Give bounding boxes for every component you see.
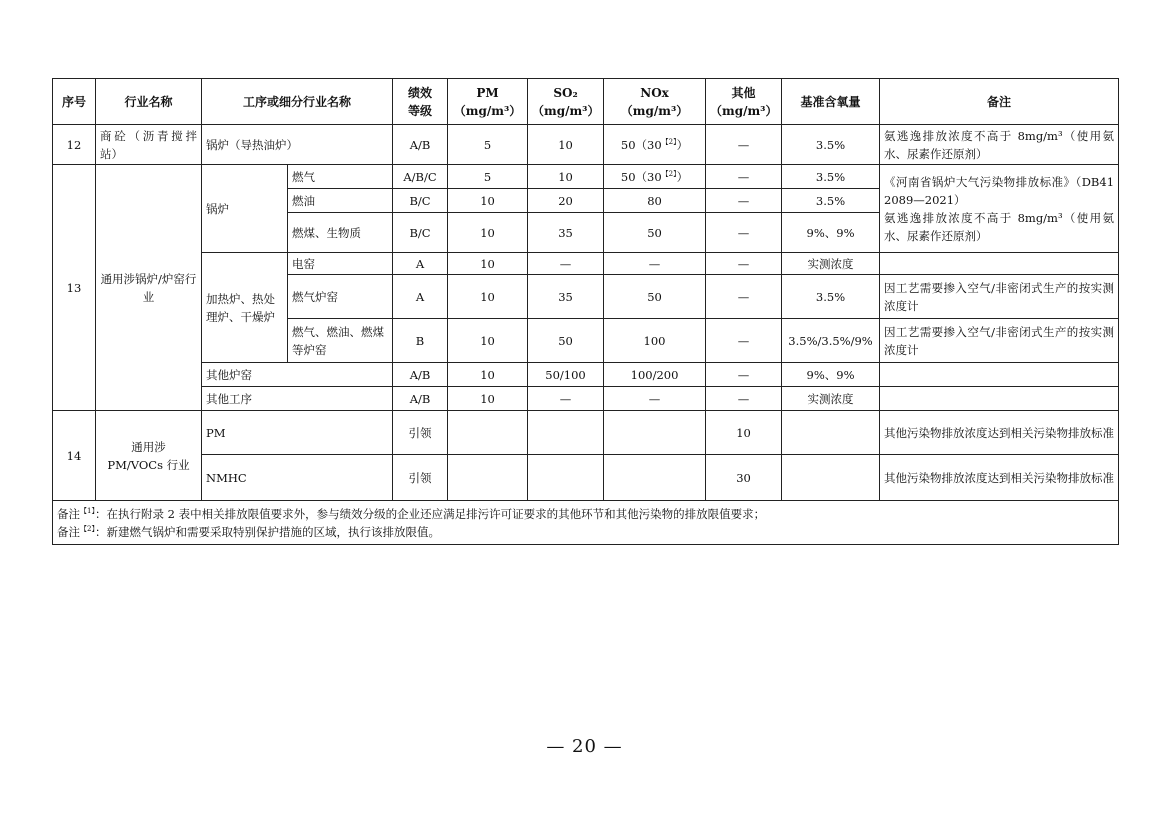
row13-gas-name: 燃气 bbox=[288, 165, 393, 189]
row14-nmhc-pm bbox=[448, 455, 528, 501]
row13-gas-oxygen: 3.5% bbox=[782, 165, 880, 189]
row13-electric-nox: — bbox=[604, 253, 706, 275]
row13-gaskiln-so2: 35 bbox=[528, 275, 604, 319]
row14-pm-nox bbox=[604, 411, 706, 455]
header-pm: PM （mg/m³） bbox=[448, 79, 528, 125]
row13-coal-other: — bbox=[706, 213, 782, 253]
row13-electric-name: 电窑 bbox=[288, 253, 393, 275]
row13-oil-pm: 10 bbox=[448, 189, 528, 213]
row13-mixedkiln-so2: 50 bbox=[528, 319, 604, 363]
row14-nmhc-other: 30 bbox=[706, 455, 782, 501]
header-nox: NOx （mg/m³） bbox=[604, 79, 706, 125]
row13-oil-nox: 80 bbox=[604, 189, 706, 213]
row13-gaskiln-nox: 50 bbox=[604, 275, 706, 319]
row13-gas-grade: A/B/C bbox=[393, 165, 448, 189]
row14-nmhc-so2 bbox=[528, 455, 604, 501]
row13-mixedkiln-pm: 10 bbox=[448, 319, 528, 363]
row14-nmhc-grade: 引领 bbox=[393, 455, 448, 501]
header-process: 工序或细分行业名称 bbox=[202, 79, 393, 125]
row13-otherprocess-nox: — bbox=[604, 387, 706, 411]
emission-limits-table bbox=[52, 78, 1119, 545]
row13-coal-name: 燃煤、生物质 bbox=[288, 213, 393, 253]
row13-otherprocess-grade: A/B bbox=[393, 387, 448, 411]
row13-boiler-remark: 《河南省锅炉大气污染物排放标准》（DB41 2089—2021） 氨逃逸排放浓度不高于 8mg/m³（使用氨水、尿素作还原剂） bbox=[880, 165, 1119, 253]
row13-seq: 13 bbox=[53, 165, 96, 411]
row13-electric-other: — bbox=[706, 253, 782, 275]
row13-mixedkiln-other: — bbox=[706, 319, 782, 363]
row12-grade: A/B bbox=[393, 125, 448, 165]
row14-nmhc-name: NMHC bbox=[202, 455, 393, 501]
row13-otherprocess-so2: — bbox=[528, 387, 604, 411]
row13-furnace: 加热炉、热处理炉、干燥炉 bbox=[202, 253, 288, 363]
row13-otherkiln-other: — bbox=[706, 363, 782, 387]
table-row bbox=[53, 411, 1119, 455]
header-so2: SO₂ （mg/m³） bbox=[528, 79, 604, 125]
row12-remark: 氨逃逸排放浓度不高于 8mg/m³（使用氨水、尿素作还原剂） bbox=[880, 125, 1119, 165]
table-row bbox=[53, 165, 1119, 189]
row13-gas-so2: 10 bbox=[528, 165, 604, 189]
row13-boiler: 锅炉 bbox=[202, 165, 288, 253]
row13-otherkiln-oxygen: 9%、9% bbox=[782, 363, 880, 387]
row14-seq: 14 bbox=[53, 411, 96, 501]
row13-coal-so2: 35 bbox=[528, 213, 604, 253]
row13-otherprocess-name: 其他工序 bbox=[202, 387, 393, 411]
row13-coal-grade: B/C bbox=[393, 213, 448, 253]
row13-otherkiln-grade: A/B bbox=[393, 363, 448, 387]
row12-seq: 12 bbox=[53, 125, 96, 165]
row14-pm-other: 10 bbox=[706, 411, 782, 455]
notes-row bbox=[53, 501, 1119, 545]
row12-nox: $50(30^{【2】})$ bbox=[604, 125, 706, 165]
footnote-2: 备注$^{【2】}$：新建燃气锅炉和需要采取特别保护措施的区域，执行该排放限值。 bbox=[57, 524, 440, 539]
header-remark: 备注 bbox=[880, 79, 1119, 125]
row13-coal-oxygen: 9%、9% bbox=[782, 213, 880, 253]
row13-oil-oxygen: 3.5% bbox=[782, 189, 880, 213]
row13-mixedkiln-nox: 100 bbox=[604, 319, 706, 363]
row12-pm: 5 bbox=[448, 125, 528, 165]
row13-industry: 通用涉锅炉/炉窑行业 bbox=[96, 165, 202, 411]
row13-oil-grade: B/C bbox=[393, 189, 448, 213]
header-grade: 绩效 等级 bbox=[393, 79, 448, 125]
table-row bbox=[53, 387, 1119, 411]
row13-otherkiln-name: 其他炉窑 bbox=[202, 363, 393, 387]
table-row bbox=[53, 363, 1119, 387]
row13-gas-other: — bbox=[706, 165, 782, 189]
table-row bbox=[53, 253, 1119, 275]
row14-pm-name: PM bbox=[202, 411, 393, 455]
row14-nmhc-oxygen bbox=[782, 455, 880, 501]
row13-mixedkiln-grade: B bbox=[393, 319, 448, 363]
row13-electric-pm: 10 bbox=[448, 253, 528, 275]
row13-oil-so2: 20 bbox=[528, 189, 604, 213]
row13-otherkiln-pm: 10 bbox=[448, 363, 528, 387]
row13-electric-remark bbox=[880, 253, 1119, 275]
footnote-1: 备注$^{【1】}$：在执行附录 2 表中相关排放限值要求外，参与绩效分级的企业还应满足排污许可证要求的其他环节和其他污染物的排放限值要求； bbox=[57, 506, 766, 521]
row13-otherkiln-so2: 50/100 bbox=[528, 363, 604, 387]
row13-otherprocess-remark bbox=[880, 387, 1119, 411]
footnote-mark: 【2】 bbox=[661, 137, 677, 146]
row13-oil-other: — bbox=[706, 189, 782, 213]
row13-gas-pm: 5 bbox=[448, 165, 528, 189]
header-row bbox=[53, 79, 1119, 125]
row13-gaskiln-remark: 因工艺需要掺入空气/非密闭式生产的按实测浓度计 bbox=[880, 275, 1119, 319]
row13-otherprocess-other: — bbox=[706, 387, 782, 411]
row13-gaskiln-name: 燃气炉窑 bbox=[288, 275, 393, 319]
footnote-mark: 【2】 bbox=[661, 169, 677, 178]
row13-coal-nox: 50 bbox=[604, 213, 706, 253]
row13-gaskiln-other: — bbox=[706, 275, 782, 319]
header-seq: 序号 bbox=[53, 79, 96, 125]
row13-oil-name: 燃油 bbox=[288, 189, 393, 213]
row12-process: 锅炉（导热油炉） bbox=[202, 125, 393, 165]
row12-industry: 商砼（沥青搅拌站） bbox=[96, 125, 202, 165]
row14-pm-pm bbox=[448, 411, 528, 455]
row13-mixedkiln-remark: 因工艺需要掺入空气/非密闭式生产的按实测浓度计 bbox=[880, 319, 1119, 363]
page-number: — 20 — bbox=[546, 736, 623, 757]
row13-electric-grade: A bbox=[393, 253, 448, 275]
row12-other: — bbox=[706, 125, 782, 165]
row13-gaskiln-oxygen: 3.5% bbox=[782, 275, 880, 319]
table-row bbox=[53, 125, 1119, 165]
row13-otherprocess-oxygen: 实测浓度 bbox=[782, 387, 880, 411]
row13-electric-so2: — bbox=[528, 253, 604, 275]
table-footnotes bbox=[53, 501, 1119, 545]
header-oxygen: 基准含氧量 bbox=[782, 79, 880, 125]
row14-pm-remark: 其他污染物排放浓度达到相关污染物排放标准 bbox=[880, 411, 1119, 455]
row13-coal-pm: 10 bbox=[448, 213, 528, 253]
header-industry: 行业名称 bbox=[96, 79, 202, 125]
header-other: 其他 （mg/m³） bbox=[706, 79, 782, 125]
row12-so2: 10 bbox=[528, 125, 604, 165]
row13-electric-oxygen: 实测浓度 bbox=[782, 253, 880, 275]
row14-pm-so2 bbox=[528, 411, 604, 455]
row13-gas-nox: $50(30^{【2】})$ bbox=[604, 165, 706, 189]
row13-mixedkiln-oxygen: 3.5%/3.5%/9% bbox=[782, 319, 880, 363]
row14-pm-grade: 引领 bbox=[393, 411, 448, 455]
row13-otherprocess-pm: 10 bbox=[448, 387, 528, 411]
row13-otherkiln-remark bbox=[880, 363, 1119, 387]
row12-oxygen: 3.5% bbox=[782, 125, 880, 165]
row14-nmhc-nox bbox=[604, 455, 706, 501]
row13-gaskiln-pm: 10 bbox=[448, 275, 528, 319]
row14-nmhc-remark: 其他污染物排放浓度达到相关污染物排放标准 bbox=[880, 455, 1119, 501]
row13-otherkiln-nox: 100/200 bbox=[604, 363, 706, 387]
row13-gaskiln-grade: A bbox=[393, 275, 448, 319]
row14-pm-oxygen bbox=[782, 411, 880, 455]
row13-mixedkiln-name: 燃气、燃油、燃煤等炉窑 bbox=[288, 319, 393, 363]
row14-industry: 通用涉 PM/VOCs 行业 bbox=[96, 411, 202, 501]
table-row bbox=[53, 455, 1119, 501]
